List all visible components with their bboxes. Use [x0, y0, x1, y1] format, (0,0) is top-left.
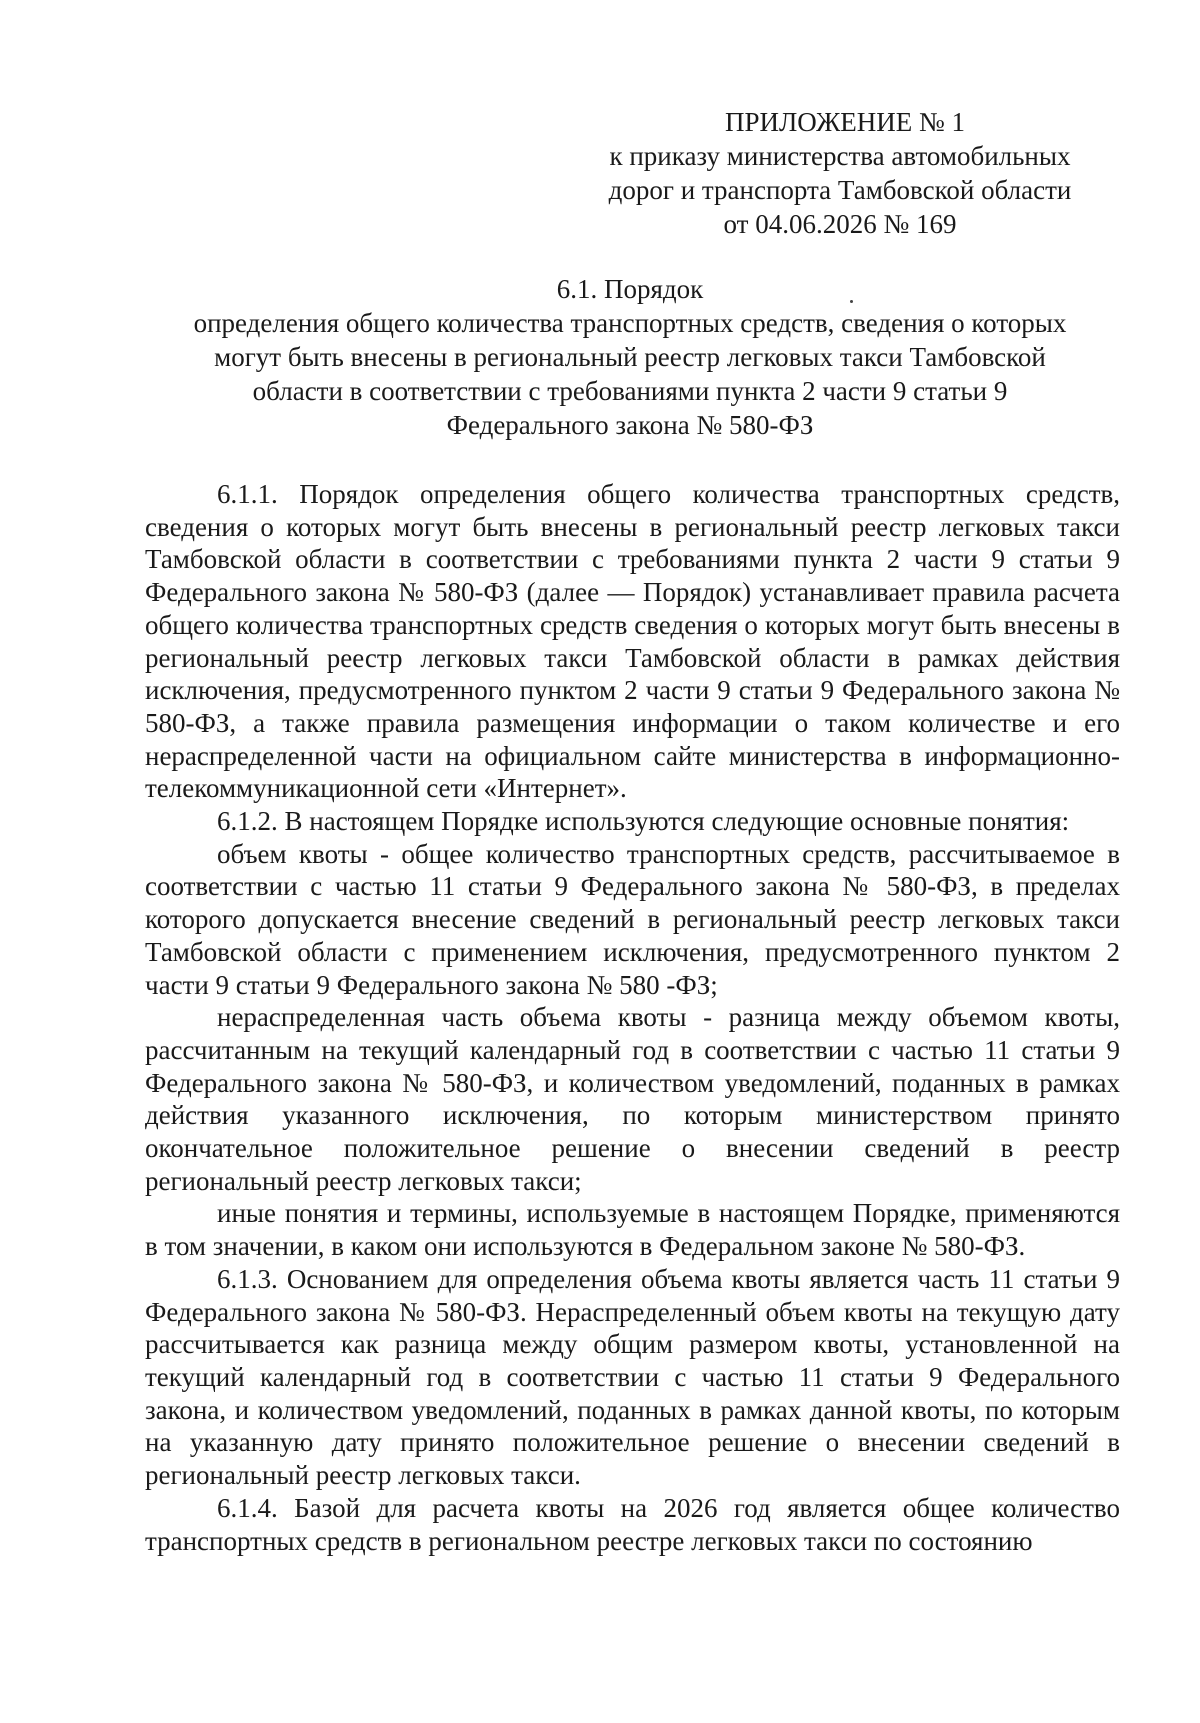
definition-quota-volume: объем квоты - общее количество транспортных средств, рассчитываемое в соответствии с частью 11 статьи 9 Федерального закона № 580-ФЗ, в пределах которого допускается внесение сведений в региональный реестр легковых такси Тамбовской области с применением исключения, предусмотренного пунктом 2 части 9 статьи 9 Федерального закона № 580 -ФЗ; — [145, 838, 1120, 1000]
document-body — [145, 478, 1120, 1557]
title-line-2: определения общего количества транспортных средств, сведения о которых — [193, 308, 1067, 338]
paragraph-6-1-4: 6.1.4. Базой для расчета квоты на 2026 год является общее количество транспортных средств в региональном реестре легковых такси по состоянию — [145, 1492, 1120, 1556]
appendix-header — [560, 105, 1120, 241]
title-line-4: области в соответствии с требованиями пункта 2 части 9 статьи 9 — [252, 376, 1008, 406]
title-line-5: Федерального закона № 580-ФЗ — [446, 410, 814, 440]
paragraph-6-1-3: 6.1.3. Основанием для определения объема квоты является часть 11 статьи 9 Федерального закона № 580-ФЗ. Нераспределенный объем квоты на текущую дату рассчитывается как разница между общим размером квоты, установленной на текущий календарный год в соответствии с частью 11 статьи 9 Федерального закона, и количеством уведомлений, поданных в рамках данной квоты, по которым на указанную дату принято положительное решение о внесении сведений в региональный реестр легковых такси. — [145, 1263, 1120, 1491]
appendix-order-line-1: к приказу министерства автомобильных — [609, 141, 1071, 171]
title-line-3: могут быть внесены в региональный реестр легковых такси Тамбовской — [214, 342, 1046, 372]
definition-unallocated-quota: нераспределенная часть объема квоты - разница между объемом квоты, рассчитанным на текущий календарный год в соответствии с частью 11 статьи 9 Федерального закона № 580-ФЗ, и количеством уведомлений, поданных в рамках действия указанного исключения, по которым министерством принято окончательное положительное решение о внесении сведений в реестр региональный реестр легковых такси; — [145, 1002, 1120, 1196]
appendix-order-line-2: дорог и транспорта Тамбовской области — [608, 175, 1072, 205]
appendix-order-date: от 04.06.2026 № 169 — [723, 209, 957, 239]
title-line-1: 6.1. Порядок — [556, 274, 704, 304]
appendix-title: ПРИЛОЖЕНИЕ № 1 — [724, 107, 966, 137]
definition-other-terms: иные понятия и термины, используемые в настоящем Порядке, применяются в том значении, в каком они используются в Федеральном законе № 580-ФЗ. — [145, 1198, 1120, 1262]
document-title — [150, 272, 1110, 442]
paragraph-6-1-2: 6.1.2. В настоящем Порядке используются следующие основные понятия: — [217, 806, 1070, 837]
paragraph-6-1-1: 6.1.1. Порядок определения общего количества транспортных средств, сведения о которых могут быть внесены в региональный реестр легковых такси Тамбовской области в соответствии с требованиями пункта 2 части 9 статьи 9 Федерального закона № 580-ФЗ (далее — Порядок) устанавливает правила расчета общего количества транспортных средств сведения о которых могут быть внесены в региональный реестр легковых такси Тамбовской области в рамках действия исключения, предусмотренного пунктом 2 части 9 статьи 9 Федерального закона № 580-ФЗ, а также правила размещения информации о таком количестве и его нераспределенной части на официальном сайте министерства в информационно-телекоммуникационной сети «Интернет». — [145, 479, 1120, 804]
